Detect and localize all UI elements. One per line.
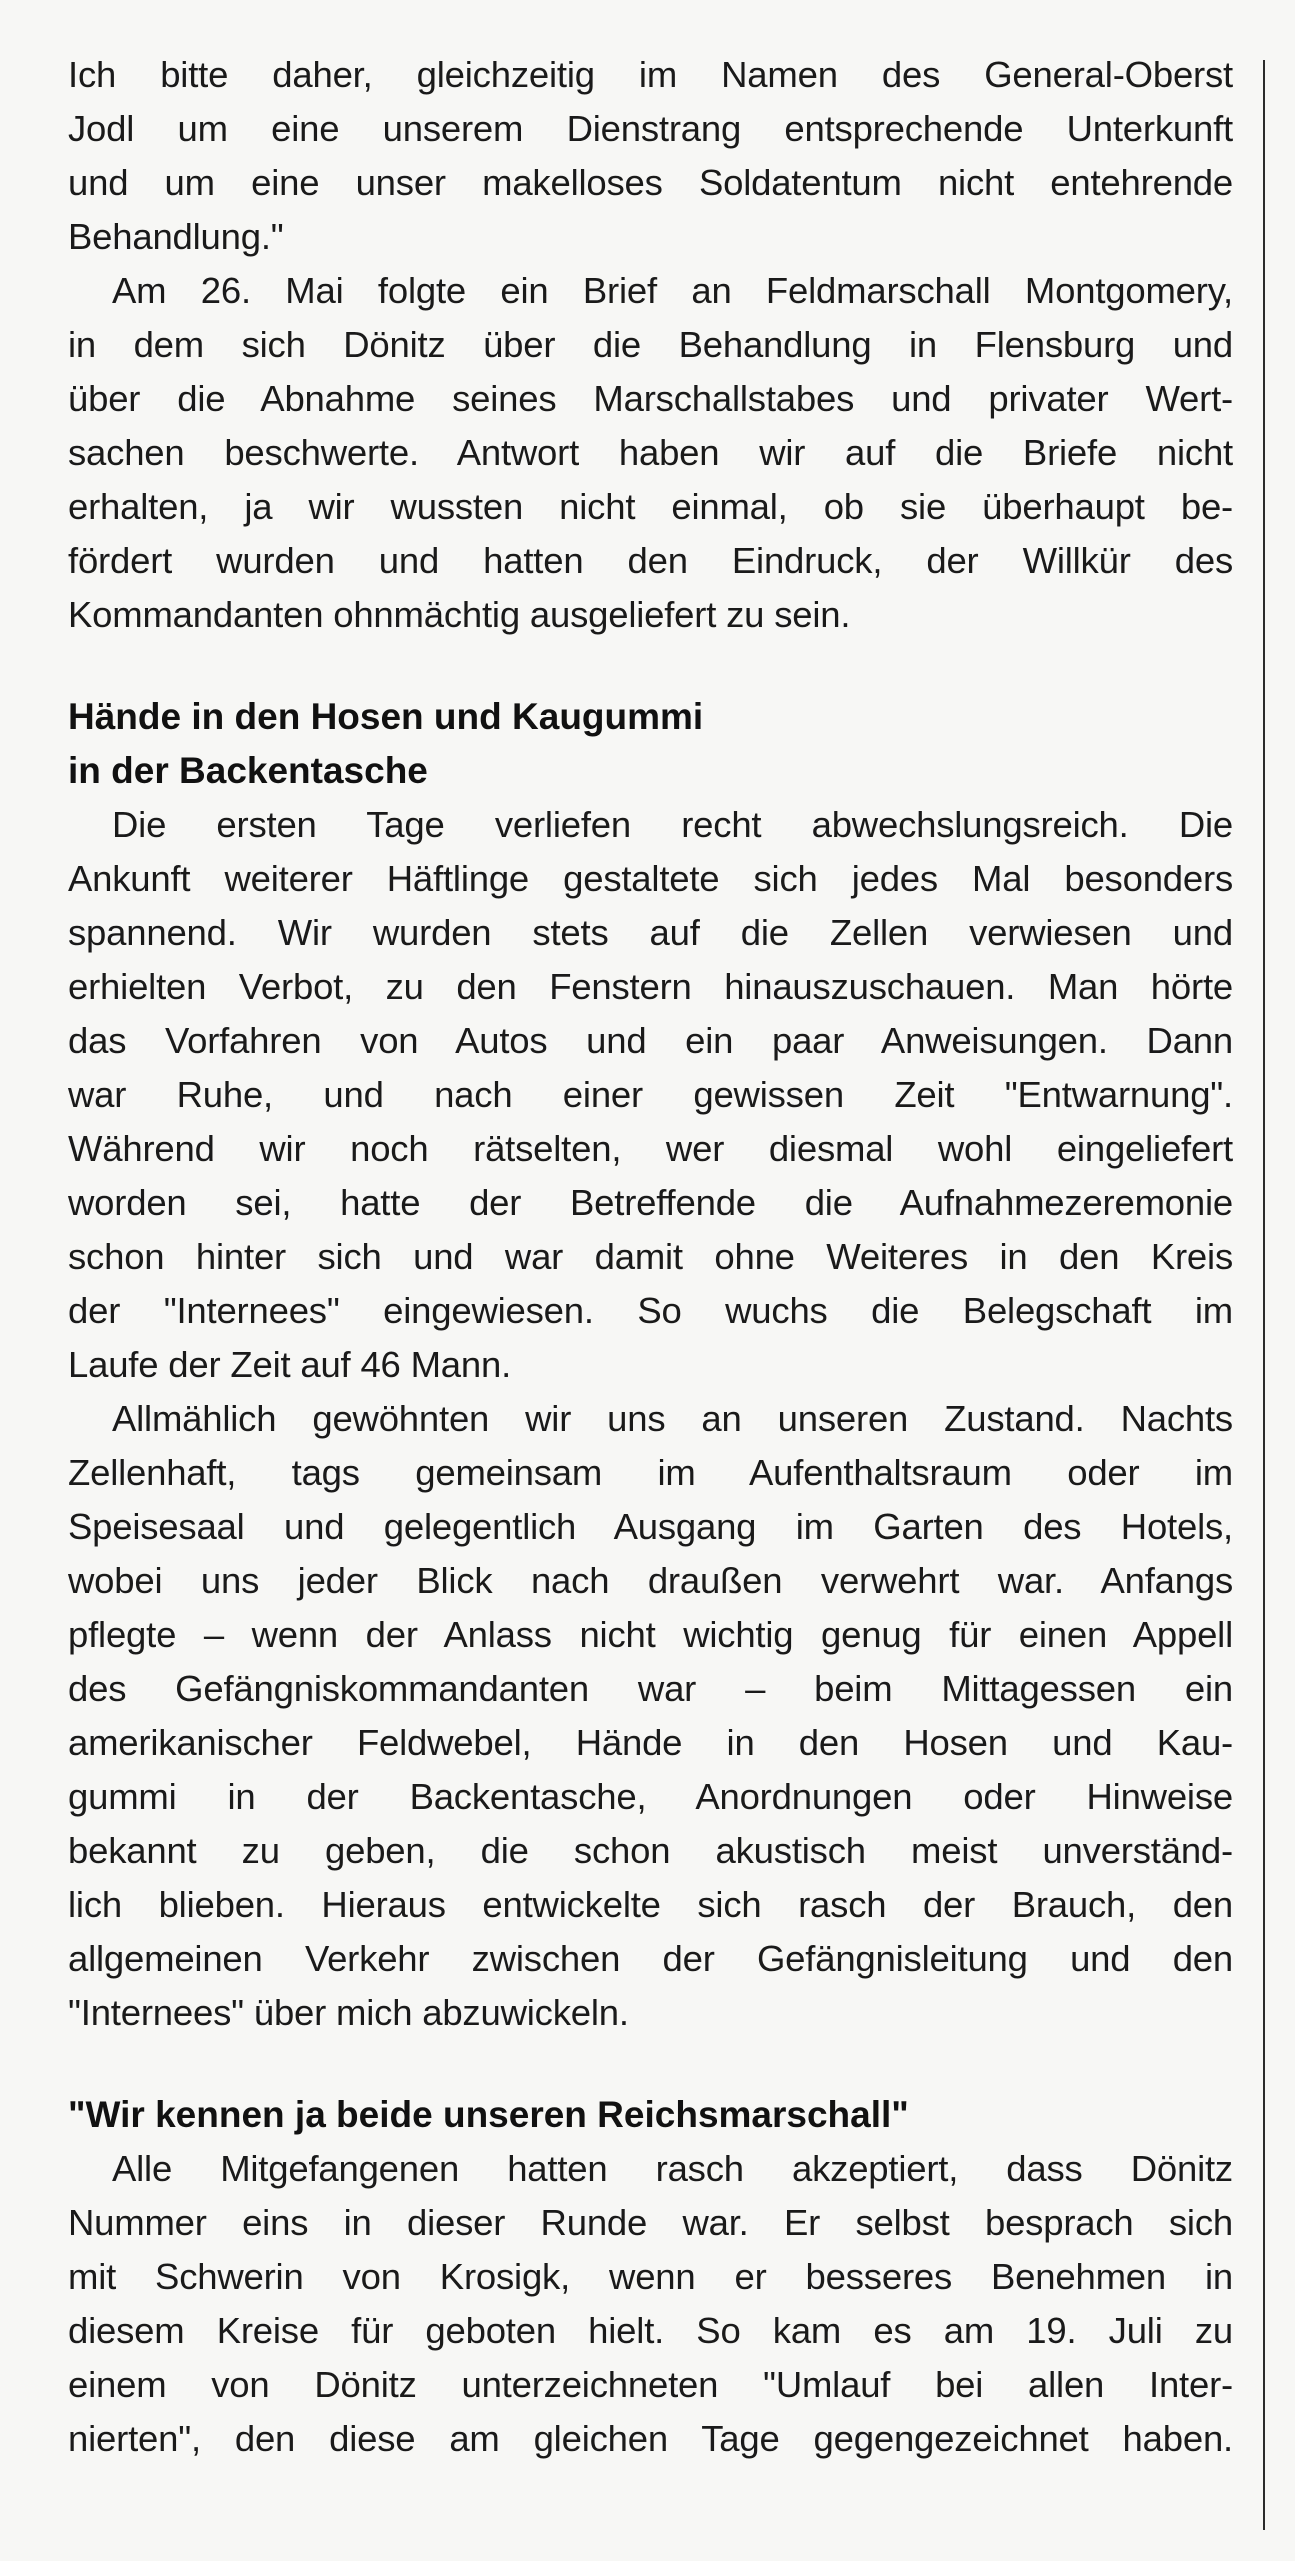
text-line: sachen beschwerte. Antwort haben wir auf die Briefe nicht	[68, 432, 1233, 473]
text-line: erhielten Verbot, zu den Fenstern hinauszuschauen. Man hörte	[68, 966, 1233, 1007]
text-line: gummi in der Backentasche, Anordnungen oder Hinweise	[68, 1776, 1233, 1817]
text-line: erhalten, ja wir wussten nicht einmal, ob sie überhaupt be-	[68, 486, 1233, 527]
text-line: einem von Dönitz unterzeichneten "Umlauf bei allen Inter-	[68, 2364, 1233, 2405]
text-line: Alle Mitgefangenen hatten rasch akzeptiert, dass Dönitz	[112, 2148, 1233, 2189]
heading-line: Hände in den Hosen und Kaugummi	[68, 696, 704, 737]
section-heading	[68, 690, 1233, 798]
text-line: und um eine unser makelloses Soldatentum nicht entehrende	[68, 162, 1233, 203]
text-line: mit Schwerin von Krosigk, wenn er besseres Benehmen in	[68, 2256, 1233, 2297]
paragraph	[68, 798, 1233, 1392]
section-spacer	[68, 642, 1233, 690]
text-line: Ankunft weiterer Häftlinge gestaltete sich jedes Mal besonders	[68, 858, 1233, 899]
text-line: über die Abnahme seines Marschallstabes und privater Wert-	[68, 378, 1233, 419]
text-line: Behandlung."	[68, 216, 284, 257]
paragraph	[68, 48, 1233, 264]
text-line: der "Internees" eingewiesen. So wuchs die Belegschaft im	[68, 1290, 1233, 1331]
text-line: allgemeinen Verkehr zwischen der Gefängnisleitung und den	[68, 1938, 1233, 1979]
text-line: worden sei, hatte der Betreffende die Aufnahmezeremonie	[68, 1182, 1233, 1223]
text-line: Allmählich gewöhnten wir uns an unseren Zustand. Nachts	[112, 1398, 1233, 1439]
text-line: lich blieben. Hieraus entwickelte sich rasch der Brauch, den	[68, 1884, 1233, 1925]
section-spacer	[68, 2040, 1233, 2088]
text-line: Während wir noch rätselten, wer diesmal wohl eingeliefert	[68, 1128, 1233, 1169]
text-line: pflegte – wenn der Anlass nicht wichtig genug für einen Appell	[68, 1614, 1233, 1655]
section-heading	[68, 2088, 1233, 2142]
text-line: in dem sich Dönitz über die Behandlung in Flensburg und	[68, 324, 1233, 365]
text-line: fördert wurden und hatten den Eindruck, der Willkür des	[68, 540, 1233, 581]
text-line: wobei uns jeder Blick nach draußen verwehrt war. Anfangs	[68, 1560, 1233, 1601]
text-line: "Internees" über mich abzuwickeln.	[68, 1992, 629, 2033]
paragraph	[68, 264, 1233, 642]
text-line: spannend. Wir wurden stets auf die Zellen verwiesen und	[68, 912, 1233, 953]
paragraph	[68, 2142, 1233, 2466]
text-line: Kommandanten ohnmächtig ausgeliefert zu sein.	[68, 594, 851, 635]
text-line: nierten", den diese am gleichen Tage gegengezeichnet haben.	[68, 2418, 1233, 2459]
text-line: schon hinter sich und war damit ohne Weiteres in den Kreis	[68, 1236, 1233, 1277]
heading-line: in der Backentasche	[68, 750, 428, 791]
text-line: war Ruhe, und nach einer gewissen Zeit "Entwarnung".	[68, 1074, 1233, 1115]
paragraph	[68, 1392, 1233, 2040]
text-line: Ich bitte daher, gleichzeitig im Namen des General-Oberst	[68, 54, 1233, 95]
text-line: Die ersten Tage verliefen recht abwechslungsreich. Die	[112, 804, 1233, 845]
text-line: des Gefängniskommandanten war – beim Mittagessen ein	[68, 1668, 1233, 1709]
text-line: diesem Kreise für geboten hielt. So kam es am 19. Juli zu	[68, 2310, 1233, 2351]
text-line: amerikanischer Feldwebel, Hände in den Hosen und Kau-	[68, 1722, 1233, 1763]
heading-line: "Wir kennen ja beide unseren Reichsmarschall"	[68, 2094, 909, 2135]
text-line: Zellenhaft, tags gemeinsam im Aufenthaltsraum oder im	[68, 1452, 1233, 1493]
text-line: Speisesaal und gelegentlich Ausgang im Garten des Hotels,	[68, 1506, 1233, 1547]
text-column	[68, 48, 1233, 2466]
text-line: Laufe der Zeit auf 46 Mann.	[68, 1344, 512, 1385]
text-line: bekannt zu geben, die schon akustisch meist unverständ-	[68, 1830, 1233, 1871]
text-line: Jodl um eine unserem Dienstrang entsprechende Unterkunft	[68, 108, 1233, 149]
column-divider-line	[1263, 60, 1265, 2530]
text-line: das Vorfahren von Autos und ein paar Anweisungen. Dann	[68, 1020, 1233, 1061]
text-line: Nummer eins in dieser Runde war. Er selbst besprach sich	[68, 2202, 1233, 2243]
text-line: Am 26. Mai folgte ein Brief an Feldmarschall Montgomery,	[112, 270, 1233, 311]
